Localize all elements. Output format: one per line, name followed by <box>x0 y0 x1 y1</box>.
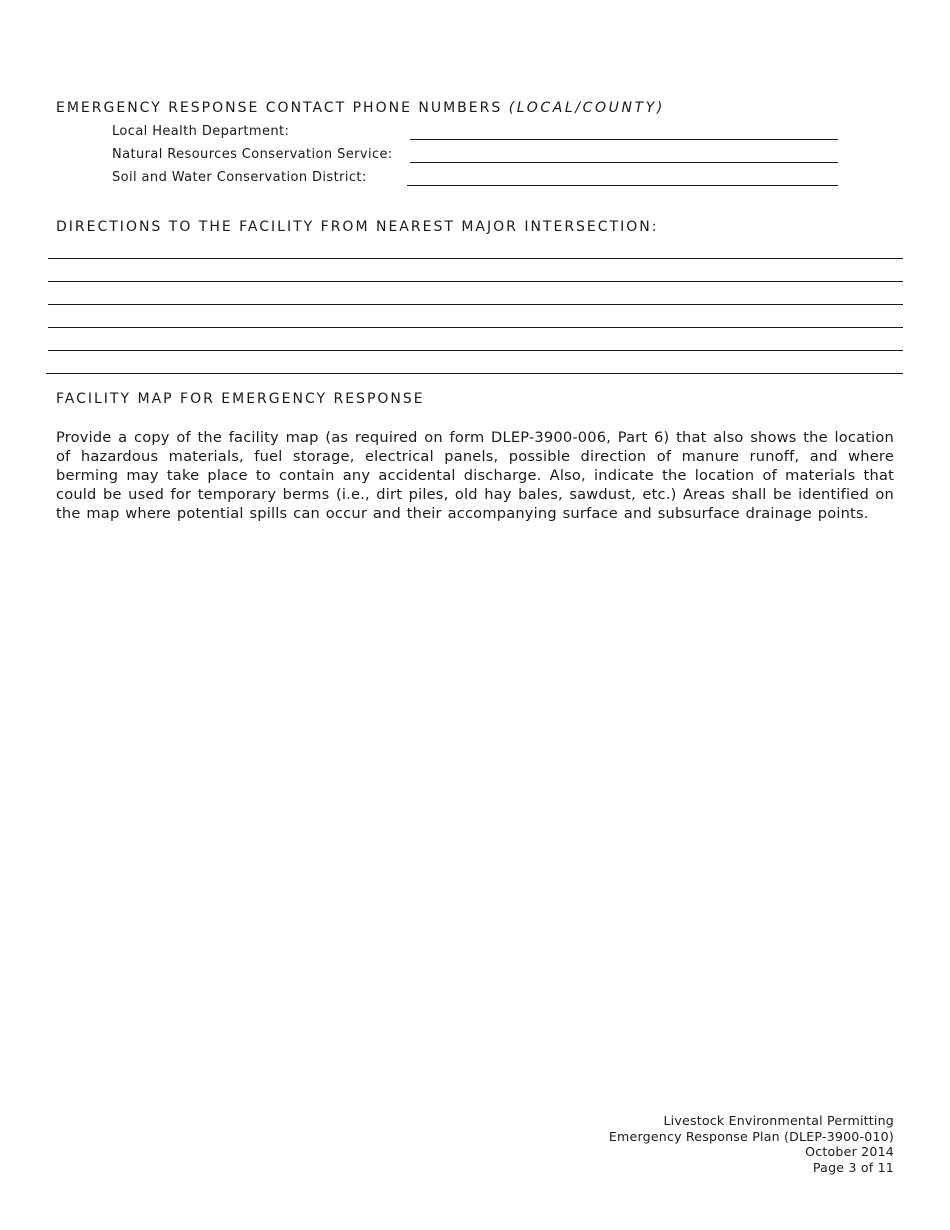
contact-row-swcd <box>112 170 842 190</box>
directions-line-5[interactable] <box>48 350 903 351</box>
page-footer <box>609 1113 894 1175</box>
directions-line-2[interactable] <box>48 281 903 282</box>
contacts-heading <box>56 100 665 116</box>
facility-map-heading: FACILITY MAP FOR EMERGENCY RESPONSE <box>56 391 425 407</box>
contact-label-health-department: Local Health Department: <box>112 124 290 139</box>
footer-document: Emergency Response Plan (DLEP-3900-010) <box>608 1128 894 1144</box>
nrcs-phone-field[interactable] <box>410 162 838 163</box>
health-department-phone-field[interactable] <box>410 139 838 140</box>
directions-line-4[interactable] <box>48 327 903 328</box>
contacts-heading-qualifier: (LOCAL/COUNTY) <box>508 100 665 116</box>
directions-line-1[interactable] <box>48 258 903 259</box>
contact-label-swcd: Soil and Water Conservation District: <box>112 170 367 185</box>
directions-line-6[interactable] <box>46 373 903 374</box>
footer-program: Livestock Environmental Permitting <box>663 1113 894 1128</box>
swcd-phone-field[interactable] <box>407 185 838 186</box>
contact-row-nrcs <box>112 147 842 167</box>
facility-map-instructions: Provide a copy of the facility map (as required on form DLEP-3900-006, Part 6) that also shows the location of hazardous materials, fuel storage, electrical panels, possible direction of manure runoff, and where berming may take place to contain any accidental discharge. Also, indicate the location of materials that could be used for temporary berms (i.e., dirt piles, old hay bales, sawdust, etc.) Areas shall be identified on the map where potential spills can occur and their accompanying surface and subsurface drainage points. <box>56 429 894 522</box>
footer-page-number: Page 3 of 11 <box>812 1159 894 1175</box>
contacts-heading-text: EMERGENCY RESPONSE CONTACT PHONE NUMBERS <box>56 100 503 116</box>
directions-heading: DIRECTIONS TO THE FACILITY FROM NEAREST MAJOR INTERSECTION: <box>56 219 659 235</box>
contact-label-nrcs: Natural Resources Conservation Service: <box>112 147 393 162</box>
directions-line-3[interactable] <box>48 304 903 305</box>
footer-date: October 2014 <box>805 1144 894 1159</box>
contact-row-health-department <box>112 124 842 144</box>
